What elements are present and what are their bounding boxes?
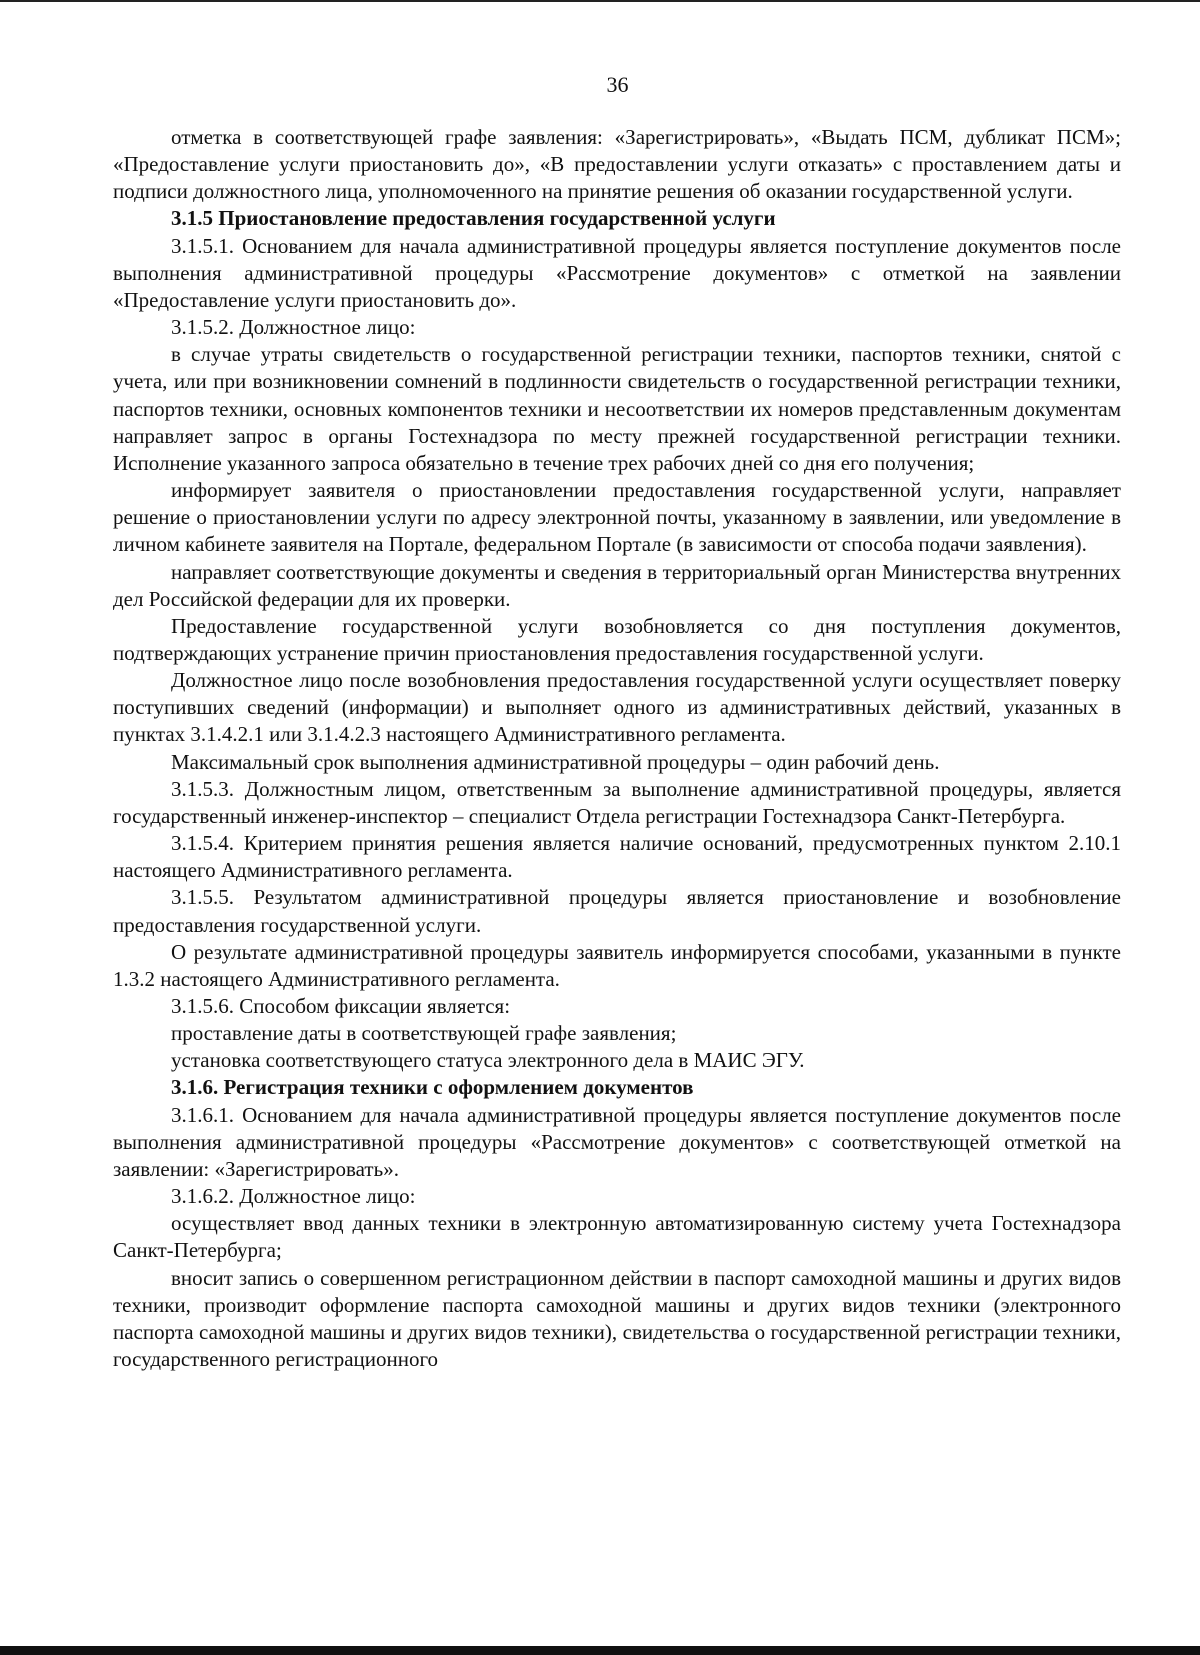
- document-body: [113, 124, 1121, 1373]
- body-paragraph: 3.1.5.2. Должностное лицо:: [171, 315, 416, 340]
- body-paragraph: в случае утраты свидетельств о государственной регистрации техники, паспортов техники, снятой с учета, или при возникновении сомнений в подлинности свидетельств о государственной регистрации техники, паспортов техники, основных компонентов техники и несоответствии их номеров представленным документам направляет запрос в органы Гостехнадзора по месту прежней государственной регистрации техники. Исполнение указанного запроса обязательно в течение трех рабочих дней со дня его получения;: [113, 342, 1121, 475]
- body-paragraph: 3.1.5.5. Результатом административной процедуры является приостановление и возобновление предоставления государственной услуги.: [113, 885, 1121, 937]
- body-paragraph: 3.1.6.1. Основанием для начала административной процедуры является поступление документов после выполнения административной процедуры «Рассмотрение документов» с соответствующей отметкой на заявлении: «Зарегистрировать».: [113, 1102, 1121, 1181]
- body-paragraph: направляет соответствующие документы и сведения в территориальный орган Министерства внутренних дел Российской федерации для их проверки.: [113, 559, 1121, 611]
- body-paragraph: Предоставление государственной услуги возобновляется со дня поступления документов, подтверждающих устранение причин приостановления предоставления государственной услуги.: [113, 613, 1121, 665]
- section-heading-3-1-6: 3.1.6. Регистрация техники с оформлением документов: [171, 1075, 694, 1100]
- section-heading-3-1-5: 3.1.5 Приостановление предоставления государственной услуги: [171, 206, 776, 231]
- body-paragraph: осуществляет ввод данных техники в электронную автоматизированную систему учета Гостехнадзора Санкт-Петербурга;: [113, 1211, 1121, 1263]
- body-paragraph: 3.1.6.2. Должностное лицо:: [171, 1184, 416, 1209]
- body-paragraph: отметка в соответствующей графе заявления: «Зарегистрировать», «Выдать ПСМ, дубликат ПСМ»; «Предоставление услуги приостановить до», «В предоставлении услуги отказать» с проставлением даты и подписи должностного лица, уполномоченного на принятие решения об оказании государственной услуги.: [113, 125, 1121, 204]
- page-number: 36: [606, 72, 629, 97]
- body-paragraph: информирует заявителя о приостановлении предоставления государственной услуги, направляет решение о приостановлении услуги по адресу электронной почты, указанному в заявлении, или уведомление в личном кабинете заявителя на Портале, федеральном Портале (в зависимости от способа подачи заявления).: [113, 478, 1121, 557]
- body-paragraph: 3.1.5.1. Основанием для начала административной процедуры является поступление документов после выполнения административной процедуры «Рассмотрение документов» с отметкой на заявлении «Предоставление услуги приостановить до».: [113, 233, 1121, 312]
- scan-top-border: [0, 0, 1200, 2]
- body-paragraph: Максимальный срок выполнения административной процедуры – один рабочий день.: [171, 749, 940, 774]
- body-paragraph: 3.1.5.3. Должностным лицом, ответственным за выполнение административной процедуры, является государственный инженер-инспектор – специалист Отдела регистрации Гостехнадзора Санкт-Петербурга.: [113, 776, 1121, 828]
- body-paragraph: 3.1.5.6. Способом фиксации является:: [171, 994, 511, 1018]
- body-paragraph: вносит запись о совершенном регистрационном действии в паспорт самоходной машины и других видов техники, производит оформление паспорта самоходной машины и других видов техники (электронного паспорта самоходной машины и других видов техники), свидетельства о государственной регистрации техники, государственного регистрационного: [113, 1265, 1121, 1372]
- body-paragraph: установка соответствующего статуса электронного дела в МАИС ЭГУ.: [171, 1048, 805, 1073]
- scan-bottom-border: [0, 1646, 1200, 1655]
- body-paragraph: проставление даты в соответствующей графе заявления;: [171, 1021, 677, 1046]
- body-paragraph: О результате административной процедуры заявитель информируется способами, указанными в пункте 1.3.2 настоящего Административного регламента.: [113, 939, 1121, 991]
- body-paragraph: 3.1.5.4. Критерием принятия решения является наличие оснований, предусмотренных пунктом 2.10.1 настоящего Административного регламента.: [113, 831, 1121, 883]
- body-paragraph: Должностное лицо после возобновления предоставления государственной услуги осуществляет поверку поступивших сведений (информации) и выполняет одного из административных действий, указанных в пунктах 3.1.4.2.1 или 3.1.4.2.3 настоящего Административного регламента.: [113, 668, 1121, 747]
